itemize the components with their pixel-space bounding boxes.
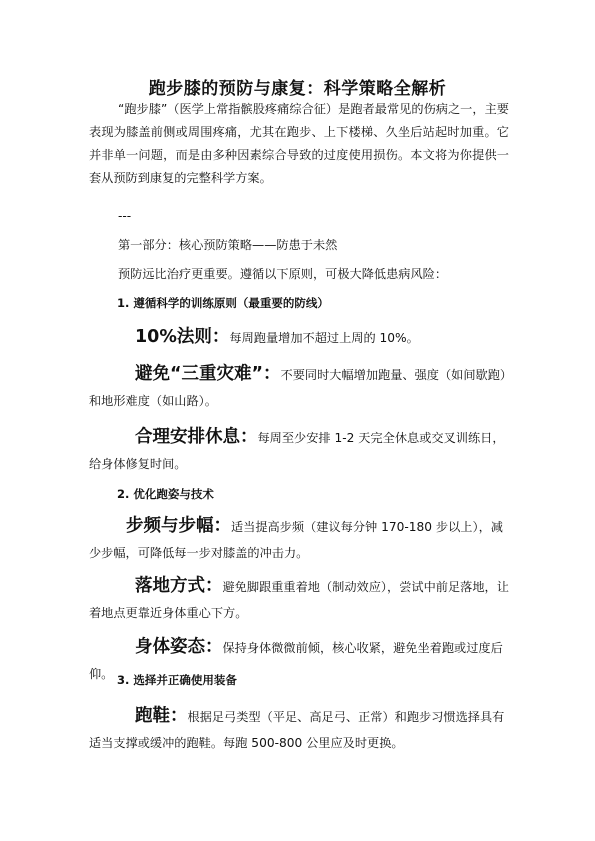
item-lead: 避免“三重灾难”：: [135, 364, 281, 384]
item-lead: 步频与步幅：: [126, 516, 231, 536]
list-item-shoes: [89, 703, 510, 756]
list-item-10-percent-rule: [89, 324, 510, 351]
item-text: 每周至少安排 1-2 天完全休息或交叉训练日，给身体修复时间。: [89, 431, 505, 471]
list-item-avoid-triple-disaster: [89, 361, 510, 414]
item-text: 根据足弓类型（平足、高足弓、正常）和跑步习惯选择具有适当支撑或缓冲的跑鞋。每跑 500-800 公里应及时更换。: [89, 710, 505, 750]
item-lead: 落地方式：: [135, 576, 223, 596]
part1-heading: 第一部分：核心预防策略——防患于未然: [118, 238, 338, 252]
item-text: 避免脚跟重重着地（制动效应），尝试中前足落地，让着地点更靠近身体重心下方。: [89, 580, 509, 620]
section-heading-2: 2. 优化跑姿与技术: [117, 487, 214, 501]
intro-paragraph: “跑步膝”（医学上常指髌股疼痛综合征）是跑者最常见的伤病之一，主要表现为膝盖前侧或周围疼痛，尤其在跑步、上下楼梯、久坐后站起时加重。它并非单一问题，而是由多种因素综合导致的过度使用损伤。本文将为你提供一套从预防到康复的完整科学方案。: [89, 102, 509, 185]
list-item-cadence-stride: [89, 513, 510, 566]
list-item-landing: [89, 573, 510, 626]
document-title: 跑步膝的预防与康复：科学策略全解析: [148, 79, 447, 99]
item-text: 不要同时大幅增加跑量、强度（如间歇跑）和地形难度（如山路）。: [89, 368, 506, 408]
separator: ---: [118, 209, 132, 223]
section-heading-3: 3. 选择并正确使用装备: [117, 673, 237, 687]
list-item-rest: [89, 424, 510, 477]
item-text: 适当提高步频（建议每分钟 170-180 步以上），减少步幅，可降低每一步对膝盖的冲击力。: [89, 520, 503, 560]
part1-intro: 预防远比治疗更重要。遵循以下原则，可极大降低患病风险：: [118, 267, 448, 281]
item-lead: 跑鞋：: [135, 706, 188, 726]
item-lead: 身体姿态：: [135, 637, 223, 657]
item-text: 每周跑量增加不超过上周的 10%。: [229, 331, 419, 345]
section-heading-1: 1. 遵循科学的训练原则（最重要的防线）: [117, 296, 329, 310]
item-lead: 合理安排休息：: [135, 427, 258, 447]
item-text: 保持身体微微前倾，核心收紧，避免坐着跑或过度后仰。: [89, 641, 503, 681]
item-lead: 10%法则：: [135, 327, 230, 347]
